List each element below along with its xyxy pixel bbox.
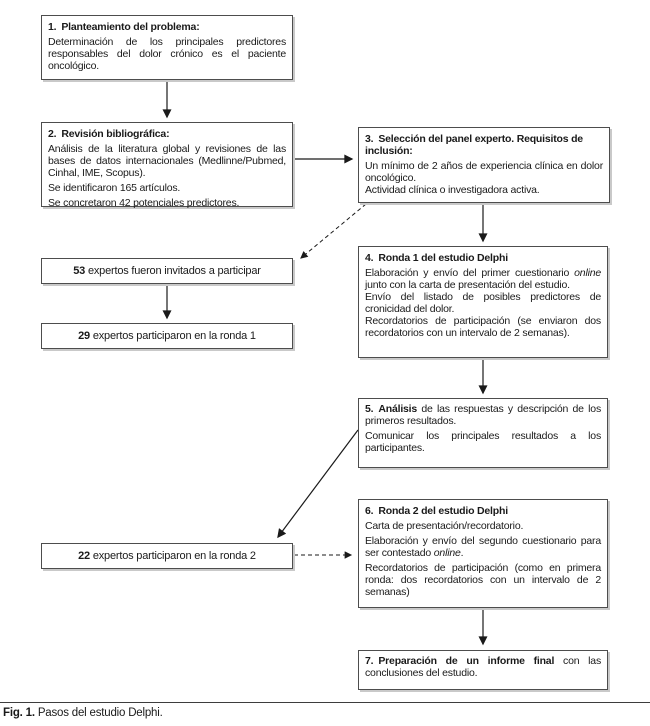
step1-box: [41, 15, 293, 80]
experts-round2-text: 22 expertos participaron en la ronda 2: [78, 550, 256, 562]
step2-box: [41, 122, 293, 207]
step2-paragraph-2: Se identificaron 165 artículos.: [48, 182, 181, 194]
step5-paragraph-2: Comunicar los principales resultados a los participantes.: [365, 430, 601, 454]
caption-divider-line: [0, 702, 650, 703]
experts-invited-box: [41, 258, 293, 284]
step3-paragraph-1: Un mínimo de 2 años de experiencia clínica en dolor oncológico.: [365, 160, 603, 184]
step3-paragraph-2: Actividad clínica o investigadora activa.: [365, 184, 540, 196]
experts-round2-box: [41, 543, 293, 569]
figure-caption: [3, 707, 163, 719]
step4-paragraph-1: Elaboración y envío del primer cuestionario online junto con la carta de presentación del estudio.: [365, 267, 601, 291]
step4-paragraph-2: Envío del listado de posibles predictores de cronicidad del dolor.: [365, 291, 601, 315]
step6-paragraph-3: Recordatorios de participación (como en primera ronda: dos recordatorios con un intervalo de 2 semanas): [365, 562, 601, 598]
step6-title: 6. Ronda 2 del estudio Delphi: [365, 505, 508, 517]
dashed-arrow-step3-to-invited-box: [301, 204, 366, 258]
figure-caption-label: Fig. 1.: [3, 707, 35, 719]
step2-paragraph-1: Análisis de la literatura global y revisiones de las bases de datos internacionales (Medlinne/Pubmed, Cinhal, IME, Scopus).: [48, 143, 286, 179]
step6-box: [358, 499, 608, 608]
arrow-step5-to-round2-box: [278, 430, 358, 537]
step7-body: 7. Preparación de un informe final con las conclusiones del estudio.: [365, 655, 602, 679]
figure-caption-text: Pasos del estudio Delphi.: [37, 707, 163, 719]
experts-invited-text: 53 expertos fueron invitados a participar: [73, 265, 261, 277]
step7-title: 7. Preparación de un informe final: [365, 655, 555, 667]
online-italic: online: [433, 547, 461, 559]
step2-paragraph-3: Se concretaron 42 potenciales predictores.: [48, 197, 240, 209]
step6-paragraph-1: Carta de presentación/recordatorio.: [365, 520, 524, 532]
step6-paragraph-2: Elaboración y envío del segundo cuestionario para ser contestado online.: [365, 535, 601, 559]
step5-title: 5. Análisis: [365, 403, 418, 415]
step4-title: 4. Ronda 1 del estudio Delphi: [365, 252, 508, 264]
online-italic: online: [574, 267, 601, 279]
step4-box: [358, 246, 608, 358]
step1-title: 1. Planteamiento del problema:: [48, 21, 200, 33]
step4-paragraph-3: Recordatorios de participación (se enviaron dos recordatorios con un intervalo de 2 semanas).: [365, 315, 601, 339]
step3-box: [358, 127, 610, 203]
step7-box: [358, 650, 608, 690]
step5-box: [358, 398, 608, 468]
experts-round1-text: 29 expertos participaron en la ronda 1: [78, 330, 256, 342]
experts-round1-box: [41, 323, 293, 349]
step1-body: Determinación de los principales predictores responsables del dolor crónico es el paciente oncológico.: [48, 36, 286, 72]
step2-title: 2. Revisión bibliográfica:: [48, 128, 170, 140]
step5-title-paragraph: 5. Análisis de las respuestas y descripción de los primeros resultados.: [365, 403, 601, 427]
step3-title: 3. Selección del panel experto. Requisitos de inclusión:: [365, 133, 583, 157]
